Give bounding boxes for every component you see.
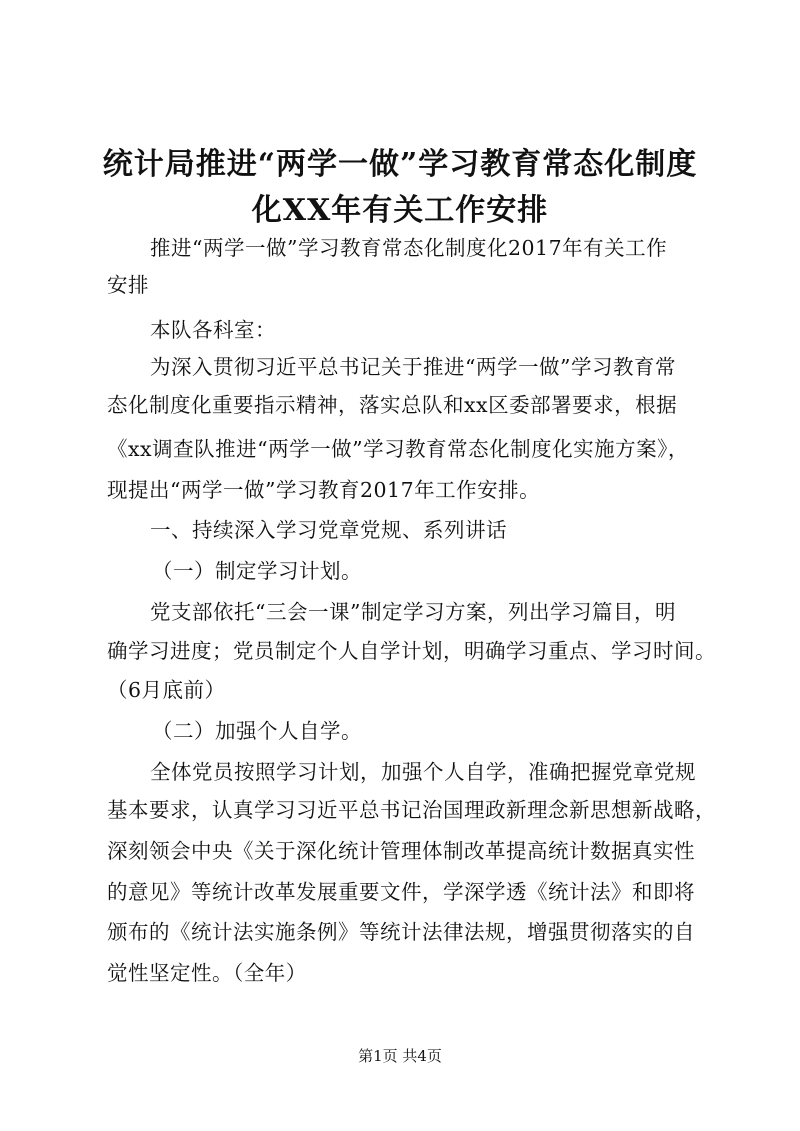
body-line: 现提出“两学一做”学习教育2017年工作安排。 bbox=[107, 478, 541, 502]
body-line: 《xx调查队推进“两学一做”学习教育常态化制度化实施方案》， bbox=[107, 437, 689, 461]
subsection-heading: （二）加强个人自学。 bbox=[152, 719, 362, 743]
body-line: 态化制度化重要指示精神，落实总队和xx区委部署要求，根据 bbox=[107, 393, 678, 417]
body-line: 安排 bbox=[107, 273, 149, 297]
body-line: 本队各科室： bbox=[150, 318, 276, 342]
body-line: 推进“两学一做”学习教育常态化制度化2017年有关工作 bbox=[150, 236, 668, 260]
body-line: 基本要求，认真学习习近平总书记治国理政新理念新思想新战略， bbox=[107, 798, 716, 822]
body-line: 的意见》等统计改革发展重要文件，学深学透《统计法》和即将 bbox=[107, 880, 695, 904]
document-title-line-1: 统计局推进“两学一做”学习教育常态化制度 bbox=[102, 147, 698, 182]
page-number-footer: 第1页 共4页 bbox=[358, 1047, 442, 1065]
body-line: 党支部依托“三会一课”制定学习方案，列出学习篇目，明 bbox=[150, 600, 676, 624]
section-heading: 一、持续深入学习党章党规、系列讲话 bbox=[150, 518, 507, 542]
body-line: 觉性坚定性。（全年） bbox=[107, 961, 307, 985]
body-line: 确学习进度；党员制定个人自学计划，明确学习重点、学习时间。 bbox=[107, 639, 716, 663]
body-line: （6月底前） bbox=[107, 678, 226, 702]
body-line: 深刻领会中央《关于深化统计管理体制改革提高统计数据真实性 bbox=[107, 839, 695, 863]
body-line: 全体党员按照学习计划，加强个人自学，准确把握党章党规 bbox=[150, 760, 696, 784]
document-title-line-2: 化XX年有关工作安排 bbox=[251, 193, 549, 228]
body-line: 颁布的《统计法实施条例》等统计法律法规，增强贯彻落实的自 bbox=[107, 920, 695, 944]
body-line: 为深入贯彻习近平总书记关于推进“两学一做”学习教育常 bbox=[150, 355, 676, 379]
subsection-heading: （一）制定学习计划。 bbox=[152, 559, 362, 583]
